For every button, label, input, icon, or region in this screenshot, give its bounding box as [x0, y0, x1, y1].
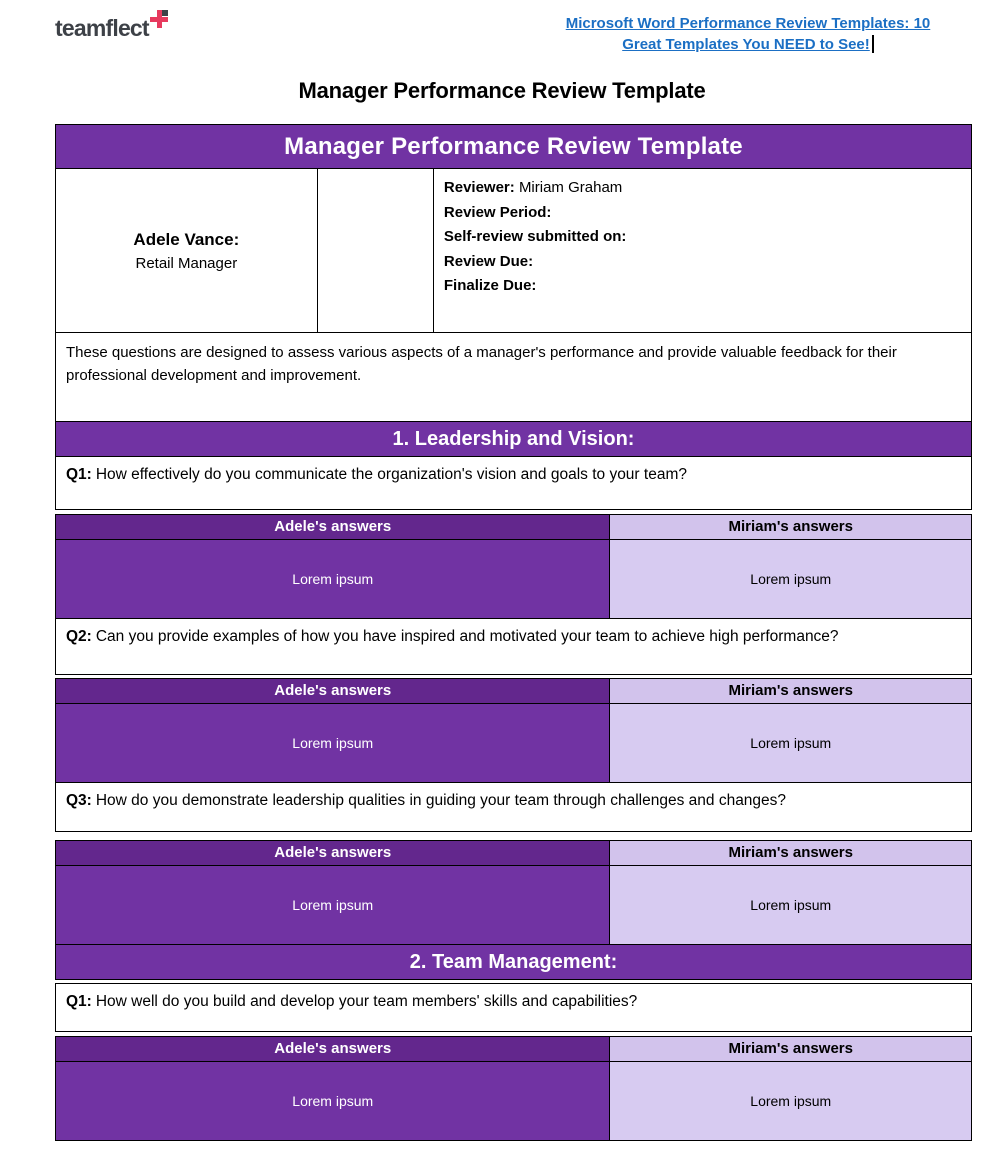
answers-body-row	[55, 1061, 972, 1141]
page-header	[0, 0, 1004, 55]
question-row	[55, 618, 972, 675]
question-label: Q1:	[66, 993, 92, 1010]
logo-text: teamflect	[55, 15, 149, 41]
adele-answer-cell[interactable]: Lorem ipsum	[56, 1062, 610, 1140]
empty-cell[interactable]	[318, 169, 434, 332]
question-text: How effectively do you communicate the organization's vision and goals to your team?	[95, 466, 687, 483]
adele-answers-header: Adele's answers	[56, 515, 610, 539]
question-row	[55, 782, 972, 832]
info-row	[55, 168, 972, 333]
miriam-answers-header: Miriam's answers	[610, 679, 971, 703]
header-hyperlink-block	[538, 13, 958, 55]
reviewer-value: Miriam Graham	[518, 179, 623, 196]
hyperlink-line1: Microsoft Word Performance Review Templates: 10	[565, 15, 931, 32]
answers-header-row	[55, 1036, 972, 1062]
miriam-answers-header: Miriam's answers	[610, 841, 971, 865]
reviewer-label: Reviewer:	[443, 179, 515, 196]
text-cursor	[872, 35, 874, 53]
answers-header-row	[55, 678, 972, 704]
review-table	[55, 124, 972, 1141]
miriam-answers-header: Miriam's answers	[610, 1037, 971, 1061]
answers-body-row	[55, 539, 972, 619]
employee-cell[interactable]	[56, 169, 318, 332]
adele-answer-cell[interactable]: Lorem ipsum	[56, 704, 610, 782]
review-period-label: Review Period:	[443, 203, 552, 221]
section-banner-team-management: 2. Team Management:	[55, 944, 972, 980]
adele-answer-cell[interactable]: Lorem ipsum	[56, 866, 610, 944]
question-text: Can you provide examples of how you have inspired and motivated your team to achieve high performance?	[95, 628, 839, 645]
table-title-banner: Manager Performance Review Template	[55, 124, 972, 169]
question-label: Q3:	[66, 792, 92, 809]
section-banner-leadership: 1. Leadership and Vision:	[55, 421, 972, 457]
adele-answers-header: Adele's answers	[56, 1037, 610, 1061]
employee-role: Retail Manager	[135, 254, 238, 272]
miriam-answer-cell[interactable]: Lorem ipsum	[610, 704, 971, 782]
reviewer-cell[interactable]	[434, 169, 971, 332]
question-label: Q1:	[66, 466, 92, 483]
question-label: Q2:	[66, 628, 92, 645]
miriam-answer-cell[interactable]: Lorem ipsum	[610, 540, 971, 618]
question-row	[55, 983, 972, 1032]
review-due-label: Review Due:	[443, 252, 534, 270]
description-row: These questions are designed to assess various aspects of a manager's performance and provide valuable feedback for their professional development and improvement.	[55, 332, 972, 422]
question-text: How well do you build and develop your team members' skills and capabilities?	[95, 993, 638, 1010]
adele-answer-cell[interactable]: Lorem ipsum	[56, 540, 610, 618]
question-text: How do you demonstrate leadership qualities in guiding your team through challenges and changes?	[95, 792, 787, 809]
answers-body-row	[55, 865, 972, 945]
adele-answers-header: Adele's answers	[56, 679, 610, 703]
templates-hyperlink[interactable]	[566, 15, 931, 53]
answers-body-row	[55, 703, 972, 783]
miriam-answer-cell[interactable]: Lorem ipsum	[610, 1062, 971, 1140]
plus-icon	[150, 10, 168, 28]
hyperlink-line2: Great Templates You NEED to See!	[622, 36, 870, 53]
document-title: Manager Performance Review Template	[298, 78, 706, 103]
answers-header-row	[55, 514, 972, 540]
miriam-answers-header: Miriam's answers	[610, 515, 971, 539]
answers-header-row	[55, 840, 972, 866]
teamflect-logo	[55, 13, 168, 43]
reviewer-line	[444, 176, 961, 201]
self-review-submitted-label: Self-review submitted on:	[443, 228, 627, 245]
adele-answers-header: Adele's answers	[56, 841, 610, 865]
miriam-answer-cell[interactable]: Lorem ipsum	[610, 866, 971, 944]
finalize-due-label: Finalize Due:	[443, 277, 537, 294]
question-row	[55, 456, 972, 510]
employee-name: Adele Vance:	[133, 229, 240, 249]
